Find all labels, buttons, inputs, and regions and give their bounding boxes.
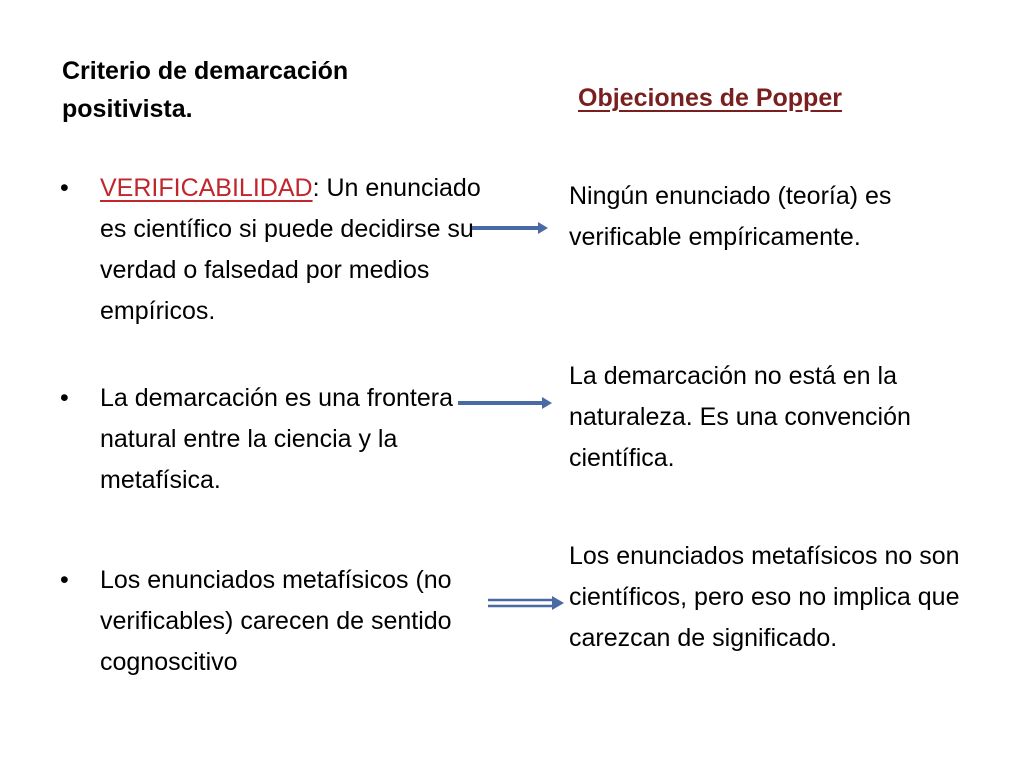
right-column-title: Objeciones de Popper — [578, 84, 842, 112]
bullet-dot: • — [60, 384, 69, 412]
bullet-enunciados-metafisicos — [60, 560, 480, 690]
bullet-text-rest: : Un enunciado es científico si puede decidirse su verdad o falsedad por medios empíricos. — [100, 174, 481, 325]
bullet-dot: • — [60, 174, 69, 202]
arrow-right-icon — [470, 218, 550, 238]
bullet-text: Los enunciados metafísicos (no verificables) carecen de sentido cognoscitivo — [100, 566, 452, 676]
verificabilidad-highlight: VERIFICABILIDAD — [100, 174, 313, 202]
bullet-text: La demarcación es una frontera natural entre la ciencia y la metafísica. — [100, 384, 453, 494]
arrow-right-icon — [456, 393, 556, 413]
objection-text: La demarcación no está en la naturaleza. Es una convención científica. — [569, 362, 911, 472]
objection-text: Ningún enunciado (teoría) es verificable empíricamente. — [569, 182, 892, 251]
bullet-verificabilidad — [60, 168, 480, 378]
bullet-dot: • — [60, 566, 69, 594]
double-arrow-right-icon — [486, 593, 566, 613]
bullet-demarcacion — [60, 378, 480, 508]
left-column-title: Criterio de demarcación positivista. — [62, 57, 349, 123]
objection-text: Los enunciados metafísicos no son científicos, pero eso no implica que carezcan de significado. — [569, 542, 960, 652]
bullet-text — [100, 168, 500, 332]
